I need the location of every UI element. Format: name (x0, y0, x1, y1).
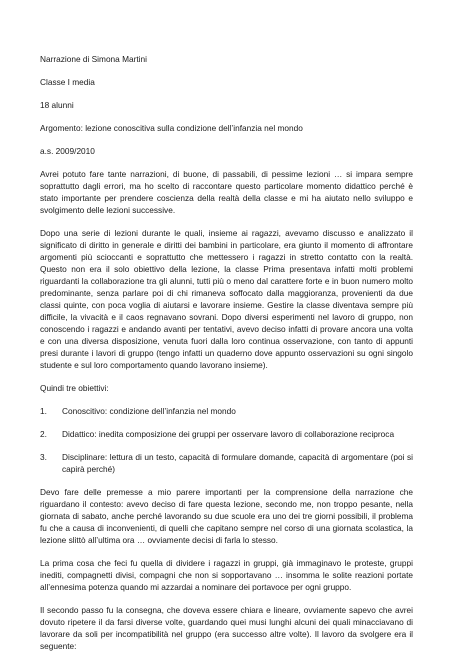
intro-paragraph: Avrei potuto fare tante narrazioni, di buone, di passabili, di pessime lezioni … si impara sempre soprattutto dagli errori, ma ho scelto di raccontare questo particolare momento didattico perché è stato importante per prendere coscienza della realtà della classe e mi ha aiutato nello sviluppo e svolgimento delle lezioni successive. (40, 169, 413, 215)
list-item-text: Didattico: inedita composizione dei gruppi per osservare lavoro di collaborazione reciproca (62, 429, 395, 439)
list-item (40, 405, 413, 417)
list-item-number: 1. (40, 406, 47, 416)
list-item (40, 451, 413, 475)
objectives-heading: Quindi tre obiettivi: (40, 383, 109, 393)
list-item (40, 428, 413, 440)
student-count: 18 alunni (40, 100, 74, 110)
list-item-number: 3. (40, 452, 47, 462)
list-item-text: Conoscitivo: condizione dell’infanzia nel mondo (62, 406, 236, 416)
narration-author: Narrazione di Simona Martini (40, 54, 147, 64)
class-name: Classe I media (40, 77, 95, 87)
list-item-number: 2. (40, 429, 47, 439)
topic-line: Argomento: lezione conoscitiva sulla condizione dell’infanzia nel mondo (40, 123, 303, 133)
groups-paragraph: La prima cosa che feci fu quella di dividere i ragazzi in gruppi, già immaginavo le proteste, gruppi inediti, compagnetti divisi, compagni che non si sopportavano … insomma le solite reazioni portate all’ennesima potenza quando mi azzardai a nominare dei portavoce per ogni gruppo. (40, 558, 413, 592)
school-year: a.s. 2009/2010 (40, 146, 95, 156)
premise-paragraph: Devo fare delle premesse a mio parere importanti per la comprensione della narrazione che riguardano il contesto: avevo deciso di fare questa lezione, secondo me, non troppo pesante, nella giornata di sabato, anche perché lavorando su due scuole era uno dei tre giorni possibili, il problema fu che a causa di inconvenienti, di quelli che capitano sempre nel corso di una giornata scolastica, la lezione slittò all’ultima ora … ovviamente decisi di farla lo stesso. (40, 487, 413, 545)
context-paragraph: Dopo una serie di lezioni durante le quali, insieme ai ragazzi, avevamo discusso e analizzato il significato di diritto in generale e diritti dei bambini in particolare, era giunto il momento di affrontare argomenti più scioccanti e soprattutto che mettessero i ragazzi in stretto contatto con la realtà. Questo non era il solo obiettivo della lezione, la classe Prima presentava infatti molti problemi riguardanti la collaborazione tra gli alunni, tutti più o meno dal carattere forte e in buon numero molto predominante, senza parlare poi di chi rimaneva soffocato dalla maggioranza, provenienti da due classi quinte, con poca voglia di aiutarsi e lavorare insieme. Gestire la classe diventava sempre più difficile, la vivacità e il caos regnavano sovrani. Dopo diversi esperimenti nel lavoro di gruppo, non conoscendo i ragazzi e andando avanti per tentativi, avevo deciso infatti di provare ancora una volta e con una diversa disposizione, venuta fuori dalla loro continua osservazione, con tanto di appunti presi durante i lavori di gruppo (tengo infatti un quaderno dove appunto osservazioni su ogni singolo studente e sul loro comportamento quando lavorano insieme). (40, 228, 413, 370)
instructions-paragraph: Il secondo passo fu la consegna, che doveva essere chiara e lineare, ovviamente sapevo che avrei dovuto ripetere il da farsi diverse volte, guardando quei musi lunghi alcuni dei quali minacciavano di lavorare da soli per incompatibilità nel gruppo (era successo altre volte). Il lavoro da svolgere era il seguente: (40, 605, 413, 651)
objectives-list (40, 405, 413, 475)
list-item-text: Disciplinare: lettura di un testo, capacità di formulare domande, capacità di argomentare (poi si capirà perché) (62, 452, 413, 474)
